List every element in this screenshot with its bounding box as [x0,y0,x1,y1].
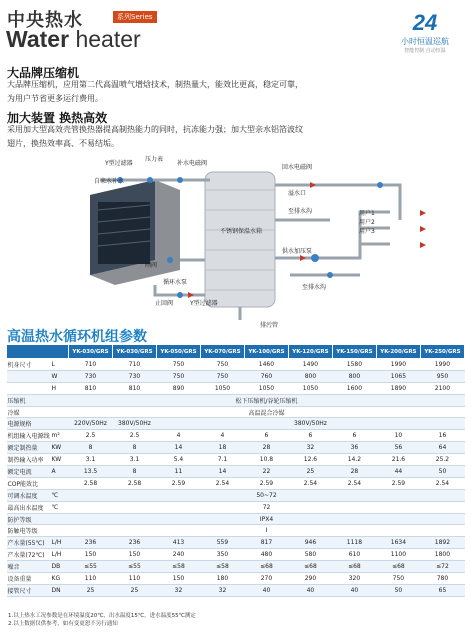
cell-value: 10 [376,430,420,442]
brand-cn: 中央热水 [7,10,83,31]
notes [8,612,196,628]
cell-value: 380V/50Hz [156,418,464,430]
spec-table [6,344,465,597]
cell-value: 14 [200,466,244,478]
cell-value: 50 [420,466,464,478]
cell-value: 730 [69,370,113,382]
table-row [7,430,465,442]
row-label: 最高出水温度 [7,501,51,513]
label-check-valve: 止回阀 [155,300,174,307]
table-row [7,394,465,406]
cell-merged: 高温混合冷媒 [69,406,465,418]
table-header-row [7,345,465,359]
label-overflow: 溢水口 [288,190,307,197]
cell-value: 1490 [288,359,332,371]
cell-value: 11 [156,466,200,478]
cell-value: 240 [156,549,200,561]
table-row [7,537,465,549]
table-row [7,525,465,537]
cell-value: 710 [113,359,157,371]
cell-value: 56 [376,442,420,454]
cell-value: 760 [244,370,288,382]
cell-value: 4 [200,430,244,442]
cell-value: 810 [69,382,113,394]
cell-value: 28 [332,466,376,478]
label-circulation-pump: 循环水泵 [163,279,188,286]
logo-number: 24 [412,10,438,35]
cell-value: 8 [113,466,157,478]
row-unit: L [51,359,69,371]
table-row [7,382,465,394]
row-unit: m² [51,430,69,442]
cell-value: 10.8 [244,454,288,466]
table-row [7,454,465,466]
cell-value: 710 [69,359,113,371]
cell-value: 2.58 [69,477,113,489]
cell-value: 1050 [244,382,288,394]
table-row [7,359,465,371]
cell-value: 6 [288,430,332,442]
cell-value: ≤68 [376,561,420,573]
cell-value: 16 [420,430,464,442]
cell-value: 1634 [376,537,420,549]
cell-value: 890 [156,382,200,394]
title-en-bold: Water [6,26,70,52]
label-tank: 不锈钢保温水箱 [220,228,263,235]
cell-value: 480 [244,549,288,561]
table-row [7,442,465,454]
table-row [7,418,465,430]
row-label: 接管尺寸 [7,584,51,596]
cell-value: 2.59 [376,477,420,489]
cell-value: 1600 [332,382,376,394]
cell-value: 2.54 [200,477,244,489]
row-unit: L/H [51,549,69,561]
label-pressure-gauge: 压力表 [145,156,164,163]
cell-value: 2100 [420,382,464,394]
model-header: YK-120/GRS [288,345,332,359]
cell-value: 2.59 [156,477,200,489]
cell-value: 817 [244,537,288,549]
cell-merged: 松下压缩机/谷轮压缩机 [69,394,465,406]
cell-value: 50 [376,584,420,596]
model-header: YK-250/GRS [420,345,464,359]
model-header: YK-200/GRS [376,345,420,359]
row-unit: DB [51,561,69,573]
cell-value: 750 [200,359,244,371]
cell-value: 2.5 [69,430,113,442]
cell-value: ≤68 [288,561,332,573]
row-unit [51,406,69,418]
row-label: COP能效比 [7,477,51,489]
cell-value: 3.1 [113,454,157,466]
row-label: 电源规格 [7,418,51,430]
cell-value: 413 [156,537,200,549]
label-return-solenoid: 回水电磁阀 [282,164,313,171]
cell-value: 3.1 [69,454,113,466]
cell-value: 1892 [420,537,464,549]
cell-value: 2.5 [113,430,157,442]
cell-value: 8 [69,442,113,454]
cell-value: 7.1 [200,454,244,466]
cell-value: 220V/50Hz [69,418,113,430]
water-tank-icon [205,172,275,307]
row-unit [51,394,69,406]
cell-value: 25 [113,584,157,596]
cell-value: 750 [376,573,420,585]
table-row [7,466,465,478]
cell-value: 32 [200,584,244,596]
model-header: YK-150/GRS [332,345,376,359]
cell-value: 22 [244,466,288,478]
cell-value: 290 [288,573,332,585]
cell-value: 610 [332,549,376,561]
series-tag: 系列Series [113,11,157,23]
cell-value: 810 [113,382,157,394]
cell-value: 1890 [376,382,420,394]
row-label [7,370,51,382]
label-tap-water: 自来水补水 [94,178,125,185]
row-unit: W [51,370,69,382]
table-row [7,573,465,585]
label-drain-2: 至排水沟 [302,284,327,291]
cell-value: 236 [69,537,113,549]
cell-merged: IPX4 [69,513,465,525]
label-fill-solenoid: 补水电磁阀 [177,160,208,167]
row-unit: L/H [51,537,69,549]
table-row [7,584,465,596]
cell-value: 950 [420,370,464,382]
table-row [7,561,465,573]
row-label: 压缩机 [7,394,51,406]
cell-value: 40 [244,584,288,596]
cell-value: 13.5 [69,466,113,478]
cell-value: ≤68 [244,561,288,573]
cell-value: 150 [69,549,113,561]
cell-value: 2.54 [420,477,464,489]
cell-value: 946 [288,537,332,549]
model-header: YK-100/GRS [244,345,288,359]
row-unit: KG [51,573,69,585]
logo [395,10,455,54]
title-en-rest: heater [75,26,141,52]
row-label: 可调水温度 [7,489,51,501]
table-row [7,489,465,501]
label-drain-1: 至排水沟 [288,208,313,215]
cell-merged: 72 [69,501,465,513]
cell-value: 1460 [244,359,288,371]
label-y-filter-top: Y型过滤器 [105,160,133,167]
label-user-1: 用户1 [359,210,375,217]
cell-value: 40 [288,584,332,596]
note-1: 1.以上热水工况参数是在环境温度20℃，出水温度15℃，进水温度55℃测定 [8,613,196,619]
table-title: 高温热水循环机组参数 [7,329,147,345]
row-unit: KW [51,454,69,466]
cell-value: 1050 [200,382,244,394]
cell-value: 110 [69,573,113,585]
cell-value: 4 [156,430,200,442]
section-1-title: 大品牌压缩机 [7,66,80,80]
cell-value: 6 [332,430,376,442]
cell-value: 1580 [332,359,376,371]
section-2-text: 采用加大型高效壳管换热器提高制热能力的同时，抗冻能力强；加大型亲水铝箔波纹翅片，换热效率高、不易结垢。 [7,125,303,148]
row-unit: KW [51,442,69,454]
table-row [7,549,465,561]
cell-value: 780 [420,573,464,585]
row-unit [51,513,69,525]
cell-value: 6 [244,430,288,442]
row-unit [51,477,69,489]
row-label: 机身尺寸 [7,359,51,371]
row-unit [51,525,69,537]
cell-value: 12.6 [288,454,332,466]
label-gate-valve: 闸阀 [145,262,158,269]
cell-value: 2.59 [244,477,288,489]
cell-merged: I [69,525,465,537]
row-label [7,382,51,394]
cell-value: 28 [244,442,288,454]
cell-value: 36 [332,442,376,454]
cell-value: 21.6 [376,454,420,466]
section-2-title: 加大装置 换热高效 [7,111,108,125]
row-label: 额定电流 [7,466,51,478]
header-corner [7,345,69,359]
cell-value: 750 [200,370,244,382]
table-row [7,370,465,382]
cell-value: 380V/50Hz [113,418,157,430]
row-label: 防触电等级 [7,525,51,537]
row-label: 产水量(55℃) [7,537,51,549]
cell-value: 270 [244,573,288,585]
cell-value: ≤68 [332,561,376,573]
cell-value: 2.54 [332,477,376,489]
cell-value: 800 [288,370,332,382]
cell-value: 350 [200,549,244,561]
cell-value: 25.2 [420,454,464,466]
row-unit: DN [51,584,69,596]
cell-value: 750 [156,359,200,371]
row-unit: ℃ [51,489,69,501]
cell-value: 2.58 [113,477,157,489]
cell-value: 32 [156,584,200,596]
row-label: 额定制热量 [7,442,51,454]
cell-value: 580 [288,549,332,561]
cell-value: 1800 [420,549,464,561]
label-user-3: 用户3 [359,228,375,235]
cell-value: 1065 [376,370,420,382]
cell-value: 14 [156,442,200,454]
cell-value: 1100 [376,549,420,561]
cell-value: 5.4 [156,454,200,466]
cell-value: 730 [113,370,157,382]
note-2: 2.以上数据仅供参考，如有变更恕不另行通知 [8,621,118,627]
cell-value: 236 [113,537,157,549]
cell-value: 180 [200,573,244,585]
model-header: YK-050/GRS [156,345,200,359]
cell-value: 64 [420,442,464,454]
cell-value: 25 [69,584,113,596]
cell-value: 150 [113,549,157,561]
row-label: 防护等级 [7,513,51,525]
cell-merged: 50~72 [69,489,465,501]
section-1-text: 大品牌压缩机，应用第二代高温喷气增焓技术，制热量大，能效比更高，稳定可靠，为用户节省更多运行费用。 [7,80,303,103]
cell-value: 1990 [420,359,464,371]
table-row [7,406,465,418]
label-sewage-pipe: 排污管 [260,322,279,329]
cell-value: 320 [332,573,376,585]
cell-value: 1050 [288,382,332,394]
cell-value: 1990 [376,359,420,371]
table-row [7,477,465,489]
cell-value: 110 [113,573,157,585]
heat-pump-unit-icon [90,180,180,285]
row-label: 冷媒 [7,406,51,418]
system-diagram [60,150,460,330]
row-label: 产水量(72℃) [7,549,51,561]
cell-value: 18 [200,442,244,454]
cell-value: 750 [156,370,200,382]
row-unit: A [51,466,69,478]
row-unit [51,418,69,430]
cell-value: 32 [288,442,332,454]
logo-text: 小时恒温巡航 [401,37,449,46]
label-user-2: 用户2 [359,219,375,226]
cell-value: ≤72 [420,561,464,573]
model-header: YK-030/GRS [69,345,113,359]
row-label: 制热输入功率 [7,454,51,466]
cell-value: 44 [376,466,420,478]
table-row [7,501,465,513]
row-unit: H [51,382,69,394]
cell-value: 25 [288,466,332,478]
row-label: 噪音 [7,561,51,573]
cell-value: 1118 [332,537,376,549]
table-row [7,513,465,525]
model-header: YK-030/GRS [113,345,157,359]
model-header: YK-070/GRS [200,345,244,359]
cell-value: 150 [156,573,200,585]
row-unit: ℃ [51,501,69,513]
cell-value: 65 [420,584,464,596]
title-en [6,26,141,53]
cell-value: 559 [200,537,244,549]
label-y-filter-bottom: Y型过滤器 [190,300,218,307]
row-label: 机组输入电源线 [7,430,51,442]
cell-value: 800 [332,370,376,382]
cell-value: ≤55 [113,561,157,573]
cell-value: 8 [113,442,157,454]
cell-value: ≤58 [200,561,244,573]
logo-sub: 智能控制 自动恒温 [404,48,446,54]
row-label: 设备重量 [7,573,51,585]
cell-value: 40 [332,584,376,596]
cell-value: 14.2 [332,454,376,466]
label-booster-pump: 供水加压泵 [282,248,313,255]
cell-value: 2.54 [288,477,332,489]
cell-value: ≤58 [156,561,200,573]
cell-value: ≤55 [69,561,113,573]
